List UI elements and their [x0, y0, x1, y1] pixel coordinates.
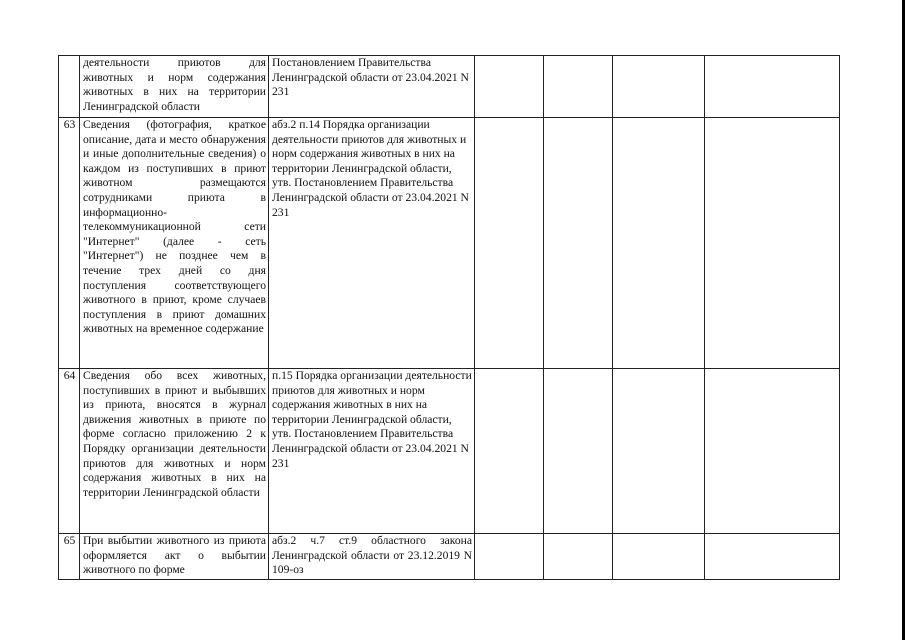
requirement-text: При выбытии животного из приюта оформляется акт о выбытии животного по форме: [80, 534, 269, 580]
answer-yes-cell[interactable]: [475, 118, 544, 369]
requirement-text: Сведения (фотография, краткое описание, дата и место обнаружения и иные дополнительные сведения) о каждом из поступивших в приют животном размещаются сотрудниками приюта в информационно-телекоммуникационной сети "Интернет" (далее - сеть "Интернет") не позднее чем в течение трех дней со дня поступления соответствующего животного в приют, кроме случаев поступления в приют домашних животных на временное содержание: [80, 118, 269, 369]
legal-source: Постановлением Правительства Ленинградской области от 23.04.2021 N 231: [269, 56, 475, 118]
answer-yes-cell[interactable]: [475, 56, 544, 118]
answer-yes-cell[interactable]: [475, 369, 544, 534]
answer-na-cell[interactable]: [613, 369, 705, 534]
answer-na-cell[interactable]: [613, 534, 705, 580]
table-row: [59, 534, 840, 580]
answer-no-cell[interactable]: [544, 369, 613, 534]
answer-no-cell[interactable]: [544, 56, 613, 118]
row-number: 63: [59, 118, 80, 369]
legal-source: абз.2 ч.7 ст.9 областного закона Ленинградской области от 23.12.2019 N 109-оз: [269, 534, 475, 580]
legal-source: абз.2 п.14 Порядка организации деятельности приютов для животных и норм содержания животных в них на территории Ленинградской области, утв. Постановлением Правительства Ленинградской области от 23.04.2021 N 231: [269, 118, 475, 369]
answer-no-cell[interactable]: [544, 534, 613, 580]
note-cell[interactable]: [705, 534, 840, 580]
row-number: [59, 56, 80, 118]
table-row: [59, 369, 840, 534]
table-row: [59, 118, 840, 369]
requirement-text: Сведения обо всех животных, поступивших в приют и выбывших из приюта, вносятся в журнал движения животных в приюте по форме согласно приложению 2 к Порядку организации деятельности приютов для животных и норм содержания животных в них на территории Ленинградской области: [80, 369, 269, 534]
row-number: 64: [59, 369, 80, 534]
row-number: 65: [59, 534, 80, 580]
checklist-table: [58, 55, 840, 580]
note-cell[interactable]: [705, 369, 840, 534]
table-row: [59, 56, 840, 118]
note-cell[interactable]: [705, 118, 840, 369]
answer-na-cell[interactable]: [613, 118, 705, 369]
answer-no-cell[interactable]: [544, 118, 613, 369]
note-cell[interactable]: [705, 56, 840, 118]
answer-na-cell[interactable]: [613, 56, 705, 118]
legal-source: п.15 Порядка организации деятельности приютов для животных и норм содержания животных в них на территории Ленинградской области, утв. Постановлением Правительства Ленинградской области от 23.04.2021 N 231: [269, 369, 475, 534]
answer-yes-cell[interactable]: [475, 534, 544, 580]
requirement-text: деятельности приютов для животных и норм содержания животных в них на территории Ленинградской области: [80, 56, 269, 118]
